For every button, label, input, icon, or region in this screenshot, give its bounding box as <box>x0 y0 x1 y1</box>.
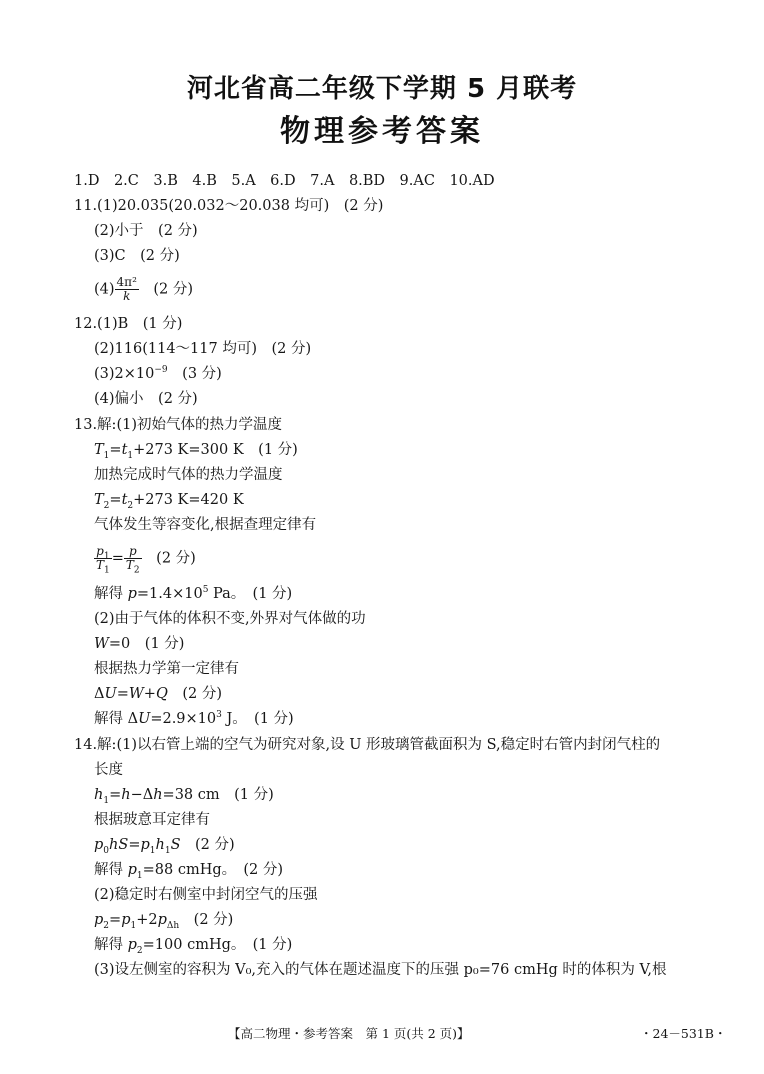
q14-line10: (3)设左侧室的容积为 V₀,充入的气体在题述温度下的压强 p₀=76 cmHg 时的体积为 V,根 <box>94 962 667 978</box>
q12-part2: (2)116(114～117 均可) (2 分) <box>94 341 312 357</box>
q11-part4 <box>94 276 193 303</box>
q13-line5: 气体发生等容变化,根据查理定律有 <box>94 517 317 533</box>
q11-part1: 11.(1)20.035(20.032～20.038 均可) (2 分) <box>74 198 384 214</box>
footer-page-info: 【高二物理・参考答案 第 1 页(共 2 页)】 <box>228 1026 470 1041</box>
q13-line9: W=0 (1 分) <box>94 636 185 652</box>
footer-code: ・24－531B・ <box>640 1026 727 1041</box>
fraction-numerator: 4π² <box>116 275 137 289</box>
q11-part4-label: (4) <box>94 281 115 298</box>
q14-line5: $p_0hS=p_1h_1S$ (2 分) <box>94 837 235 856</box>
q13-line11: ΔU=W+Q (2 分) <box>94 686 222 702</box>
q14-line2: 长度 <box>94 762 123 778</box>
q12-part3-exponent: −9 <box>154 365 168 376</box>
q12-part3 <box>94 365 222 383</box>
fraction: $\frac{p}{T_2}$ <box>125 544 140 576</box>
q13-line7: 解得 $p=1.4\times 10^5$ Pa。 (1 分) <box>94 585 293 602</box>
q13-line10: 根据热力学第一定律有 <box>94 661 239 677</box>
q14-line1: 14.解:(1)以右管上端的空气为研究对象,设 U 形玻璃管截面积为 S,稳定时右管内封闭气柱的 <box>74 737 661 753</box>
q14-line3: $h_1=h-\Delta h=38$ cm (1 分) <box>94 787 274 806</box>
document-title: 物理参考答案 <box>280 114 484 149</box>
q13-line6: $\frac{p_1}{T_1}$ = $\frac{p}{T_2}$ (2 分) <box>96 544 196 576</box>
q14-line7: (2)稳定时右侧室中封闭空气的压强 <box>94 887 318 903</box>
q13-line2: $T_1=t_1+273$ K=300 K (1 分) <box>94 442 298 461</box>
q12-part1: 12.(1)B (1 分) <box>74 316 183 332</box>
fraction: $\frac{p_1}{T_1}$ <box>96 544 110 576</box>
q12-part3-value: (3)2×10 <box>94 366 155 382</box>
q12-part3-score: (3 分) <box>182 366 222 382</box>
q11-part4-score: (2 分) <box>153 281 194 298</box>
q12-part4: (4)偏小 (2 分) <box>94 391 198 407</box>
q14-line4: 根据玻意耳定律有 <box>94 812 210 828</box>
q11-part2: (2)小于 (2 分) <box>94 223 198 239</box>
q14-line8: $p_2=p_1+2p_{\Delta h}$ (2 分) <box>94 912 234 931</box>
fraction <box>115 276 139 303</box>
q13-line4: $T_2=t_2+273$ K=420 K <box>94 492 244 511</box>
q11-part3: (3)C (2 分) <box>94 248 180 264</box>
choice-answers: 1.D 2.C 3.B 4.B 5.A 6.D 7.A 8.BD 9.AC 10.AD <box>74 173 495 189</box>
q13-line8: (2)由于气体的体积不变,外界对气体做的功 <box>94 611 366 627</box>
fraction-denominator: k <box>123 289 131 303</box>
q14-line6: 解得 $p_1=88$ cmHg。 (2 分) <box>94 862 284 881</box>
q14-line9: 解得 $p_2=100$ cmHg。 (1 分) <box>94 937 293 956</box>
q13-line12: 解得 $\Delta U=2.9\times 10^3$ J。 (1 分) <box>94 710 294 727</box>
q13-line1: 13.解:(1)初始气体的热力学温度 <box>74 417 282 433</box>
exam-title: 河北省高二年级下学期 5 月联考 <box>186 74 578 104</box>
q13-line3: 加热完成时气体的热力学温度 <box>94 467 283 483</box>
